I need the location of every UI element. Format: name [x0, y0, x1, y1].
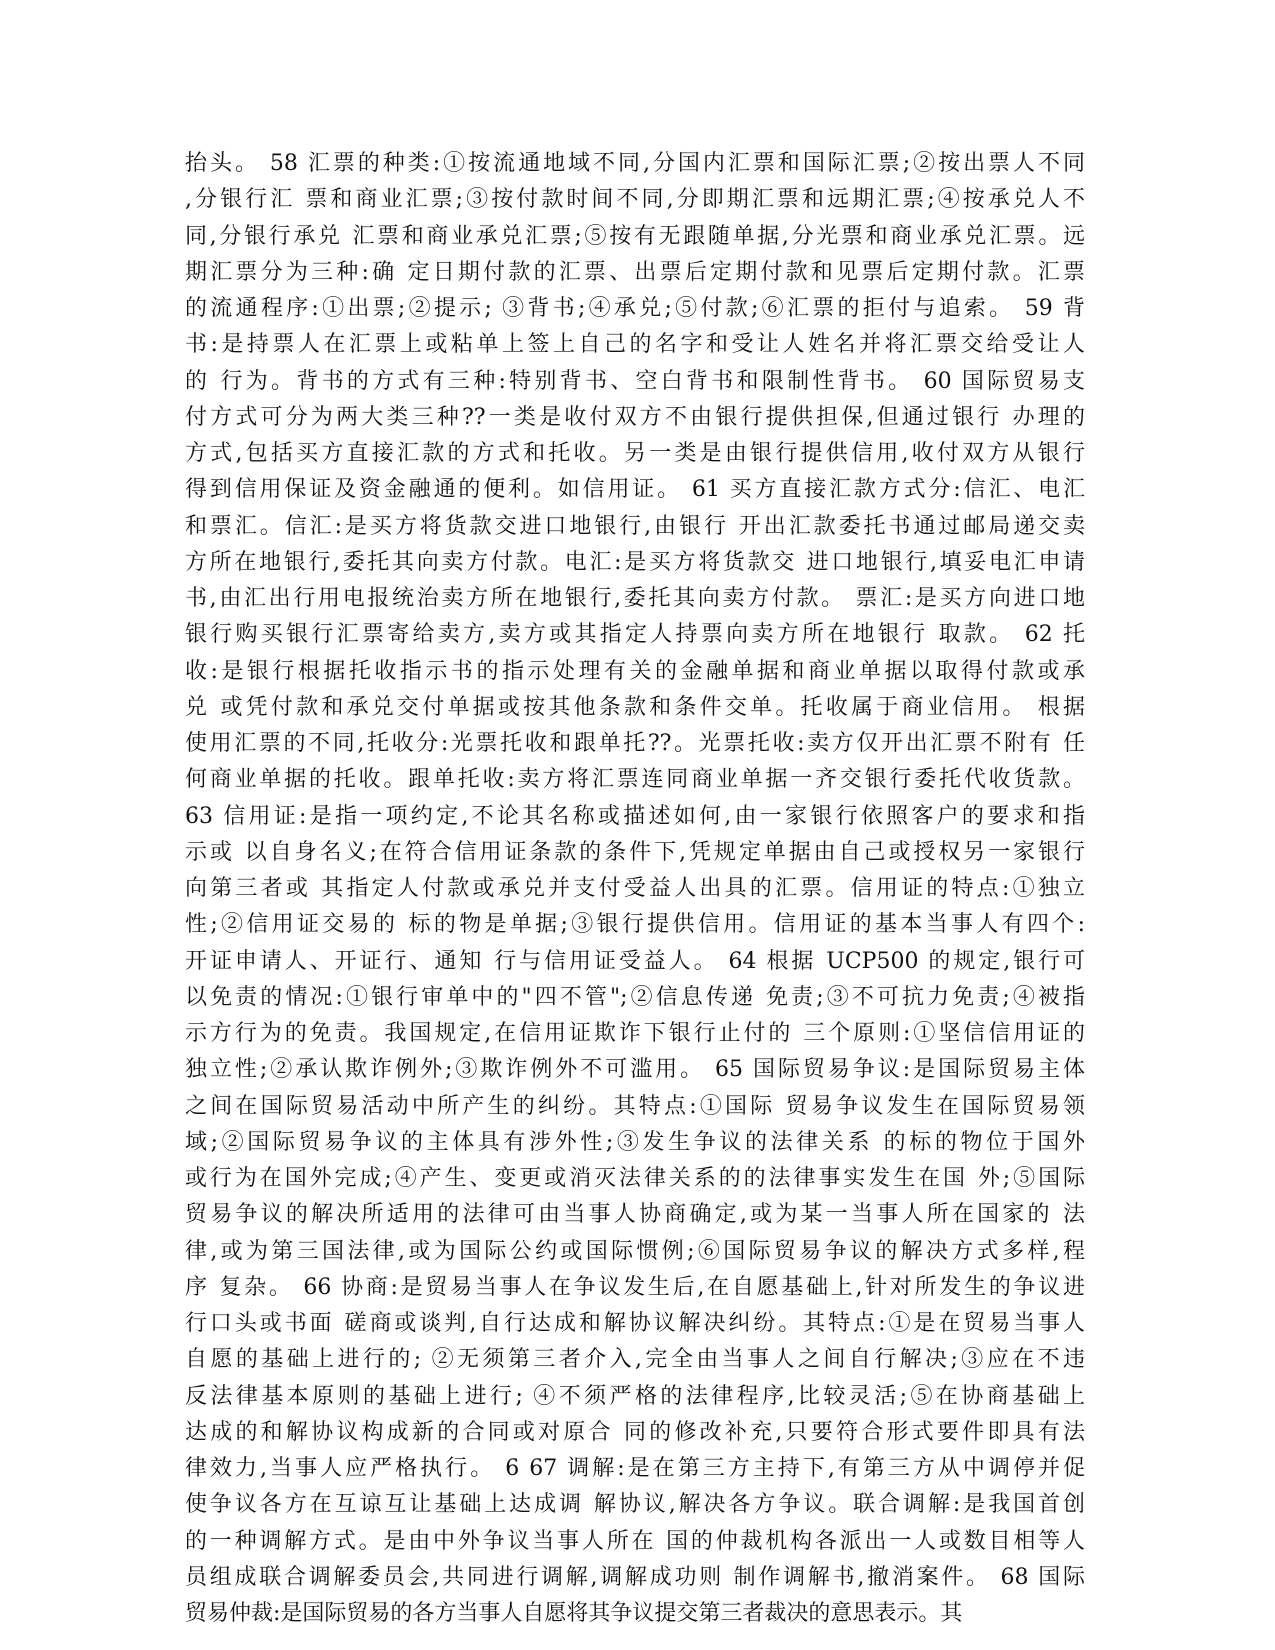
text-line: 何商业单据的托收。跟单托收:卖方将汇票连同商业单据一齐交银行委托代收货款。 [185, 767, 1085, 793]
text-line: 书,由汇出行用电报统治卖方所在地银行,委托其向卖方付款。 票汇:是买方向进口地 [185, 586, 1085, 611]
text-line: 的 行为。背书的方式有三种:特别背书、空白背书和限制性背书。 60 国际贸易支 [185, 368, 1085, 394]
text-line: 向第三者或 其指定人付款或承兑并支付受益人出具的汇票。信用证的特点:①独立 [185, 876, 1085, 901]
text-line: 抬头。 58 汇票的种类:①按流通地域不同,分国内汇票和国际汇票;②按出票人不同 [185, 151, 1085, 176]
text-line: 同,分银行承兑 汇票和商业承兑汇票;⑤按有无跟随单据,分光票和商业承兑汇票。远 [185, 223, 1085, 249]
text-line: 的流通程序:①出票;②提示; ③背书;④承兑;⑤付款;⑥汇票的拒付与追索。 59 背 [185, 296, 1085, 321]
text-line: 反法律基本原则的基础上进行; ④不须严格的法律程序,比较灵活;⑤在协商基础上 [185, 1383, 1085, 1409]
text-line: 员组成联合调解委员会,共同进行调解,调解成功则 制作调解书,撤消案件。 68 国际 [185, 1564, 1085, 1590]
text-line: 贸易仲裁:是国际贸易的各方当事人自愿将其争议提交第三者裁决的意思表示。其 [185, 1601, 963, 1626]
text-line: 域;②国际贸易争议的主体具有涉外性;③发生争议的法律关系 的标的物位于国外 [185, 1129, 1085, 1155]
text-line: 使争议各方在互谅互让基础上达成调 解协议,解决各方争议。联合调解:是我国首创 [185, 1492, 1085, 1518]
text-line: 方式,包括买方直接汇款的方式和托收。另一类是由银行提供信用,收付双方从银行 [185, 441, 1085, 466]
text-line: 付方式可分为两大类三种??一类是收付双方不由银行提供担保,但通过银行 办理的 [185, 404, 1085, 430]
text-line: 自愿的基础上进行的; ②无须第三者介入,完全由当事人之间自行解决;③应在不违 [185, 1347, 1085, 1373]
text-line: 期汇票分为三种:确 定日期付款的汇票、出票后定期付款和见票后定期付款。汇票 [185, 259, 1085, 285]
text-line: 开证申请人、开证行、通知 行与信用证受益人。 64 根据 UCP500 的规定,银行可 [185, 948, 1085, 974]
text-line: 使用汇票的不同,托收分:光票托收和跟单托??。光票托收:卖方仅开出汇票不附有 任 [185, 731, 1085, 756]
text-line: 行口头或书面 磋商或谈判,自行达成和解协议解决纠纷。其特点:①是在贸易当事人 [185, 1311, 1085, 1336]
text-line: 贸易争议的解决所适用的法律可由当事人协商确定,或为某一当事人所在国家的 法 [185, 1202, 1085, 1228]
text-line: 示或 以自身名义;在符合信用证条款的条件下,凭规定单据由自己或授权另一家银行 [185, 839, 1085, 865]
text-line: 63 信用证:是指一项约定,不论其名称或描述如何,由一家银行依照客户的要求和指 [185, 803, 1085, 829]
text-line: 的一种调解方式。是由中外争议当事人所在 国的仲裁机构各派出一人或数目相等人 [185, 1528, 1085, 1554]
text-line: 序 复杂。 66 协商:是贸易当事人在争议发生后,在自愿基础上,针对所发生的争议进 [185, 1274, 1085, 1300]
text-line: 达成的和解协议构成新的合同或对原合 同的修改补充,只要符合形式要件即具有法 [185, 1419, 1085, 1445]
text-line: 兑 或凭付款和承兑交付单据或按其他条款和条件交单。托收属于商业信用。 根据 [185, 694, 1085, 720]
text-line: 得到信用保证及资金融通的便利。如信用证。 61 买方直接汇款方式分:信汇、电汇 [185, 477, 1085, 503]
text-line: 律效力,当事人应严格执行。 6 67 调解:是在第三方主持下,有第三方从中调停并促 [185, 1456, 1085, 1481]
text-line: 方所在地银行,委托其向卖方付款。电汇:是买方将货款交 进口地银行,填妥电汇申请 [185, 549, 1085, 575]
text-line: 律,或为第三国法律,或为国际公约或国际惯例;⑥国际贸易争议的解决方式多样,程 [185, 1238, 1085, 1264]
text-line: 性;②信用证交易的 标的物是单据;③银行提供信用。信用证的基本当事人有四个: [185, 912, 1085, 938]
text-line: 书:是持票人在汇票上或粘单上签上自己的名字和受让人姓名并将汇票交给受让人 [185, 332, 1085, 358]
text-line: 收:是银行根据托收指示书的指示处理有关的金融单据和商业单据以取得付款或承 [185, 658, 1085, 684]
text-line: 示方行为的免责。我国规定,在信用证欺诈下银行止付的 三个原则:①坚信信用证的 [185, 1021, 1085, 1046]
text-line: 银行购买银行汇票寄给卖方,卖方或其指定人持票向卖方所在地银行 取款。 62 托 [185, 622, 1085, 648]
text-line: 之间在国际贸易活动中所产生的纠纷。其特点:①国际 贸易争议发生在国际贸易领 [185, 1093, 1085, 1119]
body-text [185, 146, 1085, 1632]
text-line: 和票汇。信汇:是买方将货款交进口地银行,由银行 开出汇款委托书通过邮局递交卖 [185, 513, 1085, 539]
text-line: 或行为在国外完成;④产生、变更或消灭法律关系的的法律事实发生在国 外;⑤国际 [185, 1166, 1085, 1191]
text-line: 独立性;②承认欺诈例外;③欺诈例外不可滥用。 65 国际贸易争议:是国际贸易主体 [185, 1057, 1085, 1083]
text-line: 以免责的情况:①银行审单中的"四不管";②信息传递 免责;③不可抗力免责;④被指 [185, 984, 1085, 1010]
text-line: ,分银行汇 票和商业汇票;③按付款时间不同,分即期汇票和远期汇票;④按承兑人不 [185, 187, 1085, 213]
